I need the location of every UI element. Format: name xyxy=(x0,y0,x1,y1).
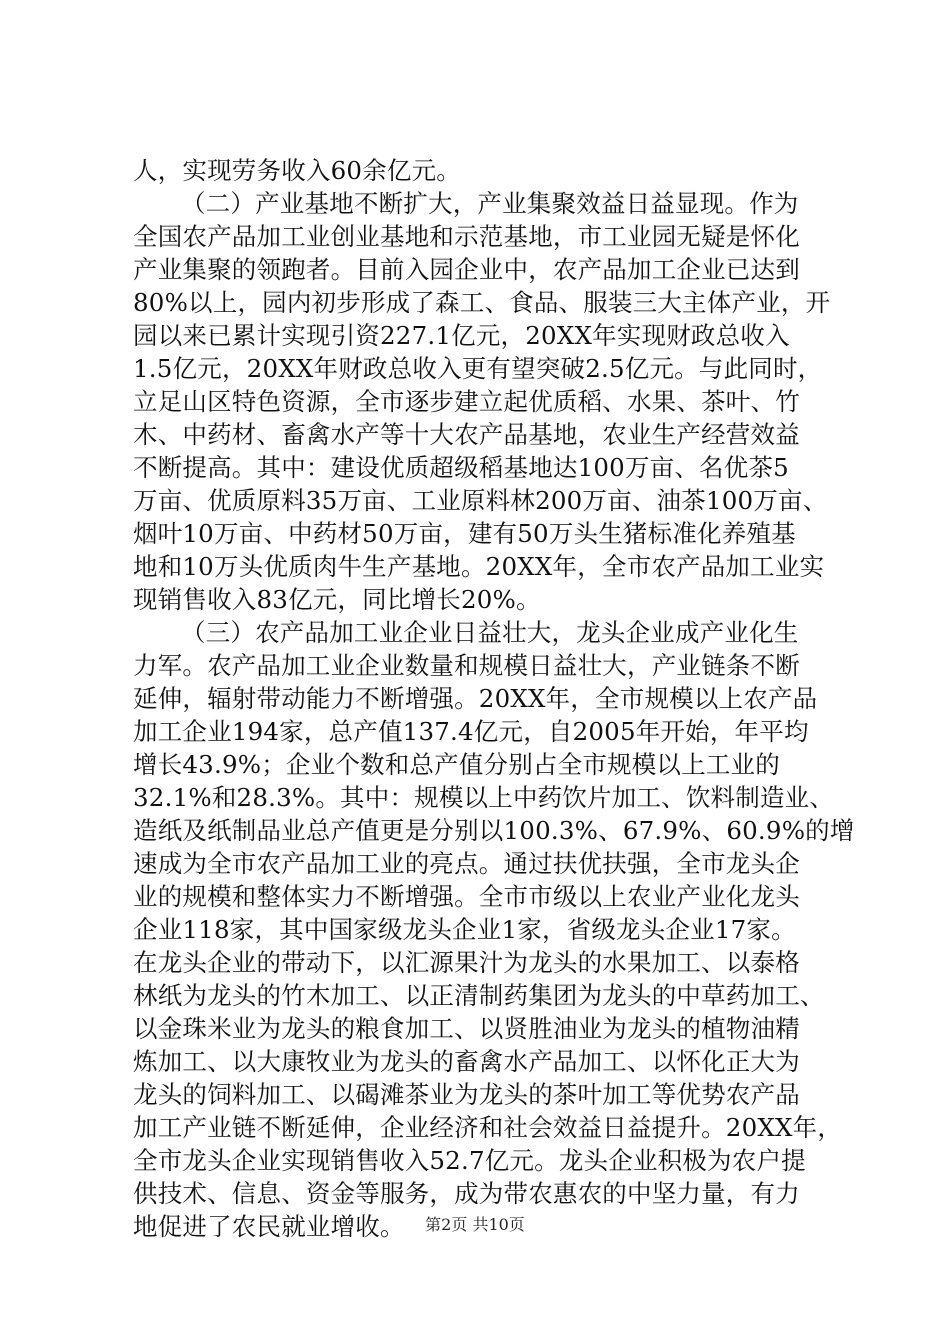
text-line: 加工产业链不断延伸，企业经济和社会效益日益提升。20XX年， xyxy=(133,1113,843,1142)
body-text xyxy=(133,154,855,1243)
text-line: 在龙头企业的带动下，以汇源果汁为龙头的水果加工、以泰格 xyxy=(133,948,800,977)
text-line: 产业集聚的领跑者。目前入园企业中，农产品加工企业已达到 xyxy=(133,255,800,284)
text-line: 速成为全市农产品加工业的亮点。通过扶优扶强，全市龙头企 xyxy=(133,849,800,878)
text-line: 地和10万头优质肉牛生产基地。20XX年，全市农产品加工业实 xyxy=(133,552,825,581)
text-line: 林纸为龙头的竹木加工、以正清制药集团为龙头的中草药加工、 xyxy=(133,981,825,1010)
text-line: 地促进了农民就业增收。 xyxy=(133,1212,405,1241)
text-line: 企业118家，其中国家级龙头企业1家，省级龙头企业17家。 xyxy=(133,915,796,944)
text-line: 延伸，辐射带动能力不断增强。20XX年，全市规模以上农产品 xyxy=(133,684,818,713)
text-line: 80%以上，园内初步形成了森工、食品、服装三大主体产业，开 xyxy=(133,288,831,317)
text-line: 1.5亿元，20XX年财政总收入更有望突破2.5亿元。与此同时， xyxy=(133,354,823,383)
text-line: 烟叶10万亩、中药材50万亩，建有50万头生猪标准化养殖基 xyxy=(133,519,796,548)
text-line: 增长43.9%；企业个数和总产值分别占全市规模以上工业的 xyxy=(133,750,780,779)
text-line: 造纸及纸制品业总产值更是分别以100.3%、67.9%、60.9%的增 xyxy=(133,816,855,845)
text-line: 立足山区特色资源，全市逐步建立起优质稻、水果、茶叶、竹 xyxy=(133,387,800,416)
text-line: 加工企业194家，总产值137.4亿元，自2005年开始，年平均 xyxy=(133,717,809,746)
text-line: 供技术、信息、资金等服务，成为带农惠农的中坚力量，有力 xyxy=(133,1179,800,1208)
text-line: 不断提高。其中：建设优质超级稻基地达100万亩、名优茶5 xyxy=(133,453,789,482)
page-number-footer: 第2页 共10页 xyxy=(425,1215,525,1234)
text-line: 园以来已累计实现引资227.1亿元，20XX年实现财政总收入 xyxy=(133,321,790,350)
text-line: 32.1%和28.3%。其中：规模以上中药饮片加工、饮料制造业、 xyxy=(133,783,835,812)
text-line: 全市龙头企业实现销售收入52.7亿元。龙头企业积极为农户提 xyxy=(133,1146,806,1175)
text-line: 万亩、优质原料35万亩、工业原料林200万亩、油茶100万亩、 xyxy=(133,486,828,515)
text-line: 业的规模和整体实力不断增强。全市市级以上农业产业化龙头 xyxy=(133,882,800,911)
text-line: 全国农产品加工业创业基地和示范基地，市工业园无疑是怀化 xyxy=(133,222,800,251)
text-line: 炼加工、以大康牧业为龙头的畜禽水产品加工、以怀化正大为 xyxy=(133,1047,800,1076)
section-3-heading-line: （三）农产品加工业企业日益壮大，龙头企业成产业化生 xyxy=(181,618,799,647)
text-line: 以金珠米业为龙头的粮食加工、以贤胜油业为龙头的植物油精 xyxy=(133,1014,800,1043)
text-line: 现销售收入83亿元，同比增长20%。 xyxy=(133,585,541,614)
text-line: 人，实现劳务收入60余亿元。 xyxy=(133,156,461,185)
text-line: 力军。农产品加工业企业数量和规模日益壮大，产业链条不断 xyxy=(133,651,800,680)
text-line: 龙头的饲料加工、以碣滩茶业为龙头的茶叶加工等优势农产品 xyxy=(133,1080,800,1109)
text-line: 木、中药材、畜禽水产等十大农产品基地，农业生产经营效益 xyxy=(133,420,800,449)
section-2-heading-line: （二）产业基地不断扩大，产业集聚效益日益显现。作为 xyxy=(181,189,799,218)
